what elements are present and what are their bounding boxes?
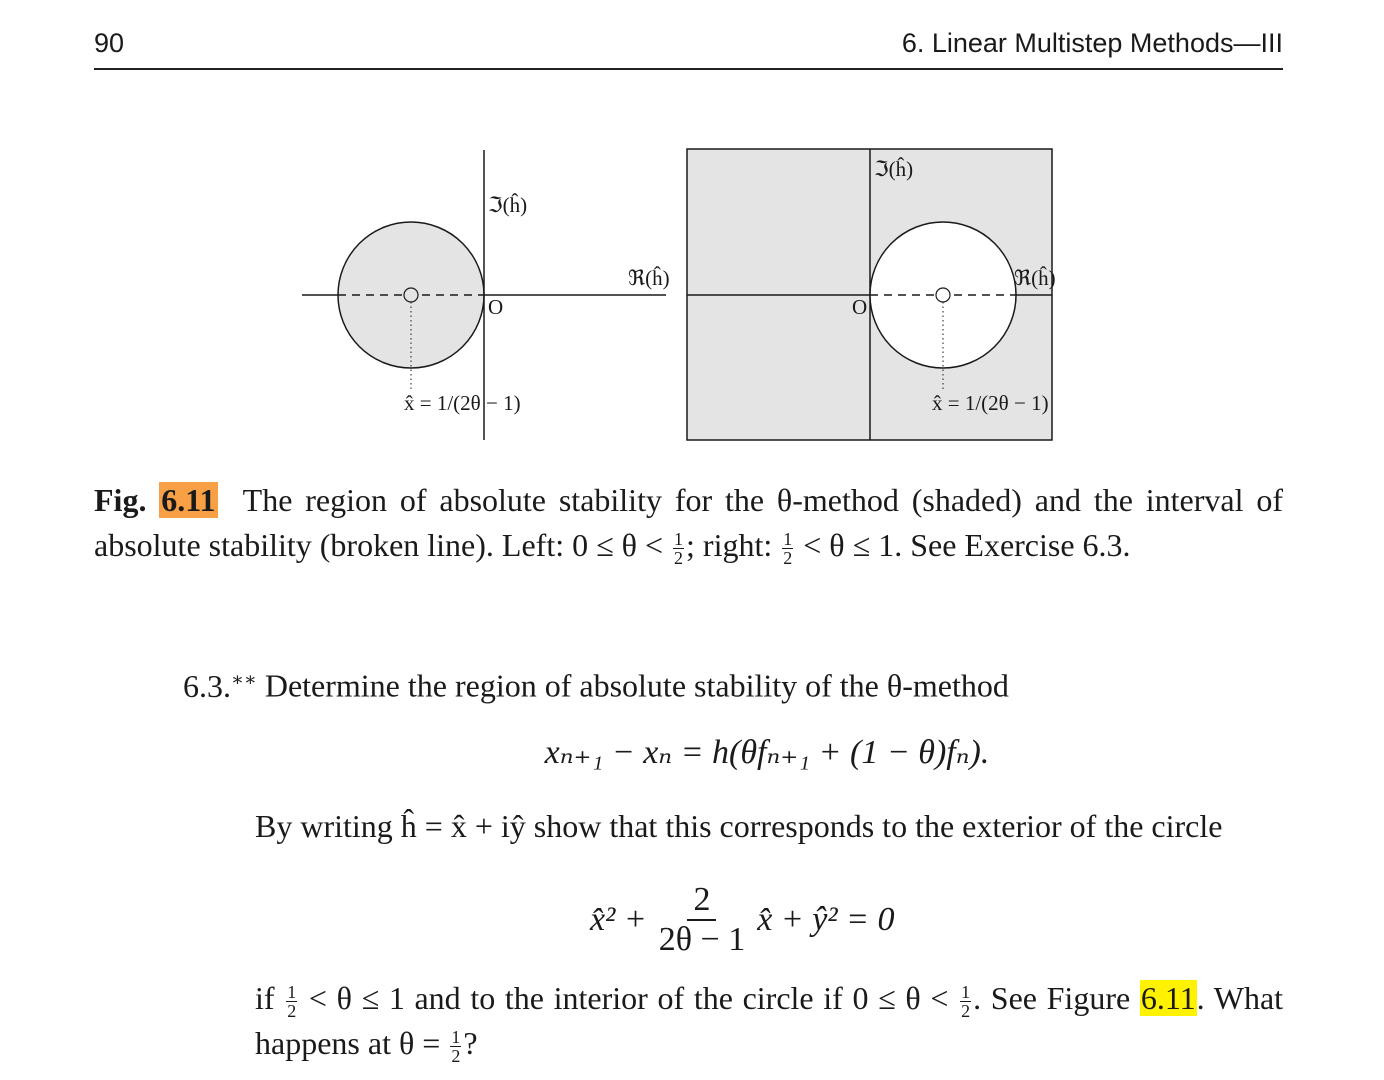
caption-figure-number: 6.11 (161, 482, 216, 518)
right-center-label: x̂ = 1/(2θ − 1) (932, 391, 1049, 415)
eq2-denominator: 2θ − 1 (658, 921, 746, 958)
running-title: 6. Linear Multistep Methods—III (901, 28, 1283, 58)
caption-label: Fig. (94, 482, 147, 518)
caption-text-3: < θ ≤ 1. See Exercise 6.3. (803, 527, 1131, 563)
exercise-paragraph-a: By writing ĥ = x̂ + iŷ show that this corresponds to the exterior of the circle (255, 808, 1223, 844)
left-real-label: ℜ(ĥ) (628, 266, 670, 290)
right-panel (687, 149, 1056, 440)
exercise-paragraph-b: if $\frac{1}{2}$ < θ ≤ 1 and to the interior of the circle if 0 ≤ θ < $\frac{1}{2}$ . See Figure 6.11. What happens at θ = $\frac{1}{2}$ ? (255, 980, 1284, 1067)
half-fraction: $\frac{1}{2}$ (287, 982, 297, 1022)
left-imag-label: ℑ(ĥ) (488, 193, 528, 217)
left-center-marker (404, 288, 418, 302)
exercise-heading (183, 660, 1009, 706)
page-number: 90 (94, 28, 125, 58)
exercise-intro: Determine the region of absolute stability of the θ-method (264, 667, 1009, 704)
difficulty-stars: ∗∗ (231, 669, 257, 690)
half-fraction: $\frac{1}{2}$ (674, 529, 684, 569)
circle-equation (590, 880, 894, 960)
half-fraction: $\frac{1}{2}$ (961, 982, 971, 1022)
caption-text-2: ; right: (686, 527, 773, 563)
left-panel (302, 150, 670, 440)
theta-method-equation: xₙ₊₁ − xₙ = h(θfₙ₊₁ + (1 − θ)fₙ). (544, 734, 990, 771)
stability-figure (0, 0, 1384, 470)
half-fraction: $\frac{1}{2}$ (783, 529, 793, 569)
eq2-rhs: x̂ + ŷ² = 0 (757, 901, 895, 938)
caption-text-1: The region of absolute stability for the θ-method (shaded) and the interval of absolute stability (broken line). Left: 0 ≤ θ < (94, 482, 1284, 563)
figure-reference-link[interactable]: 6.11 (1140, 980, 1196, 1016)
half-fraction: $\frac{1}{2}$ (451, 1027, 461, 1067)
figure-caption (94, 478, 1283, 568)
right-imag-label: ℑ(ĥ) (874, 157, 914, 181)
eq2-fraction (653, 881, 751, 959)
left-center-label: x̂ = 1/(2θ − 1) (404, 391, 521, 415)
exercise-number: 6.3.∗∗ (183, 667, 257, 704)
right-real-label: ℜ(ĥ) (1014, 266, 1056, 290)
left-origin-label: O (488, 295, 504, 319)
eq2-numerator: 2 (687, 881, 716, 921)
right-center-marker (936, 288, 950, 302)
eq2-lhs: x̂² + (590, 901, 647, 938)
right-origin-label: O (852, 295, 868, 319)
